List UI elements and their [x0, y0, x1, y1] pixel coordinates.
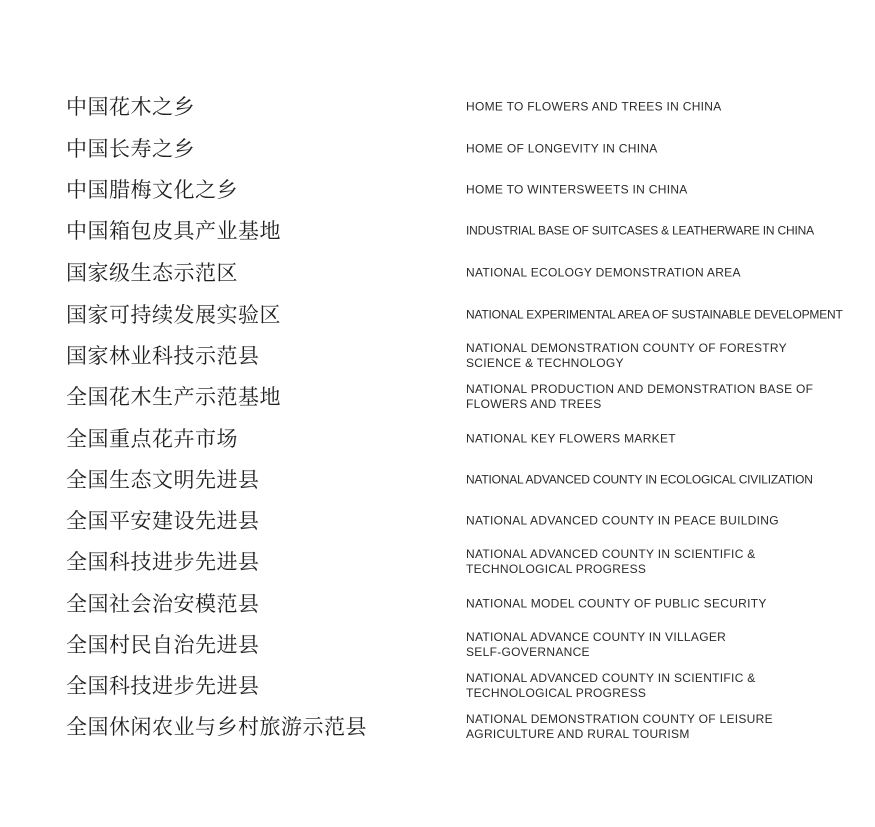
title-english-line: INDUSTRIAL BASE OF SUITCASES & LEATHERWARE IN CHINA — [466, 223, 814, 238]
title-chinese: 全国村民自治先进县 — [66, 633, 260, 657]
title-chinese: 全国科技进步先进县 — [66, 674, 260, 698]
list-item — [0, 295, 875, 335]
title-english-line: NATIONAL PRODUCTION AND DEMONSTRATION BASE OF — [466, 382, 814, 396]
title-chinese: 中国箱包皮具产业基地 — [66, 219, 281, 243]
title-english-line: NATIONAL ECOLOGY DEMONSTRATION AREA — [466, 265, 741, 280]
title-english-line: NATIONAL DEMONSTRATION COUNTY OF FORESTRY — [466, 341, 787, 355]
title-english-line: NATIONAL DEMONSTRATION COUNTY OF LEISURE — [466, 712, 773, 726]
title-english — [466, 266, 861, 281]
list-item — [0, 501, 875, 541]
title-english — [466, 341, 861, 371]
list-item — [0, 666, 875, 706]
title-english-line: NATIONAL ADVANCED COUNTY IN PEACE BUILDING — [466, 513, 779, 528]
title-chinese: 全国社会治安模范县 — [66, 592, 260, 616]
title-chinese: 全国休闲农业与乡村旅游示范县 — [66, 715, 367, 739]
list-item — [0, 419, 875, 459]
title-english — [466, 712, 861, 742]
list-item — [0, 211, 875, 251]
list-item — [0, 87, 875, 127]
title-english-line: AGRICULTURE AND RURAL TOURISM — [466, 727, 690, 741]
title-english-line: HOME TO WINTERSWEETS IN CHINA — [466, 182, 688, 197]
title-english — [466, 671, 861, 701]
title-english-line: NATIONAL ADVANCE COUNTY IN VILLAGER — [466, 630, 727, 644]
list-item — [0, 336, 875, 376]
title-english-line: HOME TO FLOWERS AND TREES IN CHINA — [466, 99, 722, 114]
title-english — [466, 514, 861, 529]
title-english-line: NATIONAL ADVANCED COUNTY IN ECOLOGICAL CIVILIZATION — [466, 472, 813, 487]
title-english-line: SELF-GOVERNANCE — [466, 645, 590, 659]
title-chinese: 全国平安建设先进县 — [66, 509, 260, 533]
title-english — [466, 597, 861, 612]
title-english-line: NATIONAL ADVANCED COUNTY IN SCIENTIFIC & — [466, 671, 756, 685]
title-english — [466, 547, 861, 577]
list-item — [0, 625, 875, 665]
title-english-line: NATIONAL MODEL COUNTY OF PUBLIC SECURITY — [466, 596, 767, 611]
title-english — [466, 432, 861, 447]
title-english — [466, 630, 861, 660]
title-chinese: 中国腊梅文化之乡 — [66, 178, 238, 202]
list-item — [0, 170, 875, 210]
title-english-line: NATIONAL KEY FLOWERS MARKET — [466, 431, 676, 446]
title-chinese: 全国花木生产示范基地 — [66, 385, 281, 409]
title-chinese: 全国重点花卉市场 — [66, 427, 238, 451]
title-english — [466, 224, 861, 239]
list-item — [0, 377, 875, 417]
title-english — [466, 382, 861, 412]
title-english-line: NATIONAL ADVANCED COUNTY IN SCIENTIFIC & — [466, 547, 756, 561]
title-english-line: FLOWERS AND TREES — [466, 397, 602, 411]
list-item — [0, 584, 875, 624]
title-english — [466, 142, 861, 157]
list-item — [0, 542, 875, 582]
title-chinese: 全国生态文明先进县 — [66, 468, 260, 492]
title-english — [466, 473, 861, 488]
title-english — [466, 100, 861, 115]
list-item — [0, 707, 875, 747]
title-english-line: TECHNOLOGICAL PROGRESS — [466, 562, 647, 576]
title-english — [466, 308, 861, 323]
title-chinese: 国家林业科技示范县 — [66, 344, 260, 368]
title-chinese: 中国花木之乡 — [66, 95, 195, 119]
list-item — [0, 460, 875, 500]
title-chinese: 中国长寿之乡 — [66, 137, 195, 161]
title-chinese: 全国科技进步先进县 — [66, 550, 260, 574]
title-english-line: SCIENCE & TECHNOLOGY — [466, 356, 624, 370]
title-english-line: TECHNOLOGICAL PROGRESS — [466, 686, 647, 700]
list-item — [0, 129, 875, 169]
title-english-line: NATIONAL EXPERIMENTAL AREA OF SUSTAINABLE DEVELOPMENT — [466, 307, 843, 322]
title-chinese: 国家级生态示范区 — [66, 261, 238, 285]
title-english-line: HOME OF LONGEVITY IN CHINA — [466, 141, 658, 156]
list-item — [0, 253, 875, 293]
title-english — [466, 183, 861, 198]
title-chinese: 国家可持续发展实验区 — [66, 303, 281, 327]
